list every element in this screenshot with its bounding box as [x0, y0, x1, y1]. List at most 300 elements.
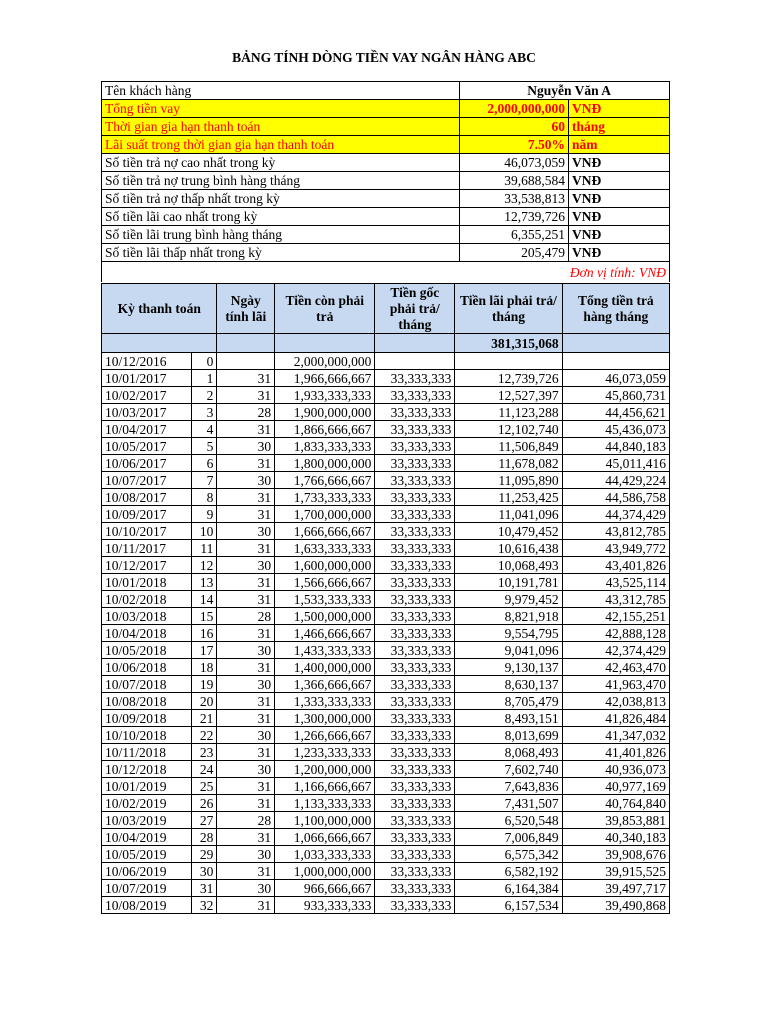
- period-number: 20: [192, 693, 217, 710]
- remaining-balance: 1,633,333,333: [275, 540, 375, 557]
- summary-unit: VNĐ: [568, 244, 669, 262]
- table-row: [102, 438, 670, 455]
- summary-value: 205,479: [459, 244, 568, 262]
- summary-row: [102, 244, 670, 262]
- summary-value: 7.50%: [459, 136, 568, 154]
- summary-unit: VNĐ: [568, 100, 669, 118]
- interest-payment: 9,130,137: [455, 659, 562, 676]
- remaining-balance: 1,500,000,000: [275, 608, 375, 625]
- table-row: [102, 897, 670, 914]
- remaining-balance: 1,366,666,667: [275, 676, 375, 693]
- summary-row: [102, 190, 670, 208]
- interest-days: 31: [217, 795, 275, 812]
- remaining-balance: 1,200,000,000: [275, 761, 375, 778]
- interest-payment: 11,678,082: [455, 455, 562, 472]
- summary-row: [102, 172, 670, 190]
- total-payment: 41,963,470: [562, 676, 669, 693]
- period-number: 18: [192, 659, 217, 676]
- interest-days: 31: [217, 506, 275, 523]
- remaining-balance: 1,533,333,333: [275, 591, 375, 608]
- interest-days: 31: [217, 778, 275, 795]
- payment-date: 10/10/2018: [102, 727, 192, 744]
- col-header-period: Kỳ thanh toán: [102, 284, 217, 334]
- total-payment: 44,374,429: [562, 506, 669, 523]
- payment-date: 10/05/2018: [102, 642, 192, 659]
- table-row: [102, 693, 670, 710]
- interest-days: 28: [217, 404, 275, 421]
- remaining-balance: 1,333,333,333: [275, 693, 375, 710]
- interest-payment: [455, 353, 562, 370]
- principal-payment: 33,333,333: [375, 778, 455, 795]
- interest-days: 31: [217, 489, 275, 506]
- total-payment: 45,436,073: [562, 421, 669, 438]
- interest-payment: 10,191,781: [455, 574, 562, 591]
- payment-date: 10/10/2017: [102, 523, 192, 540]
- principal-payment: 33,333,333: [375, 880, 455, 897]
- interest-payment: 9,979,452: [455, 591, 562, 608]
- summary-value: 6,355,251: [459, 226, 568, 244]
- principal-payment: 33,333,333: [375, 387, 455, 404]
- table-row: [102, 727, 670, 744]
- table-row: [102, 625, 670, 642]
- principal-payment: 33,333,333: [375, 574, 455, 591]
- period-number: 11: [192, 540, 217, 557]
- total-payment: [562, 353, 669, 370]
- remaining-balance: 1,966,666,667: [275, 370, 375, 387]
- table-row: [102, 608, 670, 625]
- period-number: 9: [192, 506, 217, 523]
- table-row: [102, 846, 670, 863]
- payment-date: 10/04/2019: [102, 829, 192, 846]
- period-number: 3: [192, 404, 217, 421]
- interest-payment: 8,013,699: [455, 727, 562, 744]
- total-payment: 41,826,484: [562, 710, 669, 727]
- period-number: 23: [192, 744, 217, 761]
- total-payment: 40,340,183: [562, 829, 669, 846]
- summary-value: 33,538,813: [459, 190, 568, 208]
- remaining-balance: 933,333,333: [275, 897, 375, 914]
- principal-payment: 33,333,333: [375, 625, 455, 642]
- table-row: [102, 387, 670, 404]
- interest-days: 30: [217, 846, 275, 863]
- payment-date: 10/05/2017: [102, 438, 192, 455]
- principal-payment: 33,333,333: [375, 710, 455, 727]
- period-number: 15: [192, 608, 217, 625]
- remaining-balance: 1,900,000,000: [275, 404, 375, 421]
- summary-row: [102, 82, 670, 100]
- total-payment: 42,155,251: [562, 608, 669, 625]
- summary-unit: tháng: [568, 118, 669, 136]
- table-row: [102, 455, 670, 472]
- remaining-balance: 1,866,666,667: [275, 421, 375, 438]
- principal-payment: 33,333,333: [375, 523, 455, 540]
- payment-date: 10/01/2017: [102, 370, 192, 387]
- interest-days: 31: [217, 710, 275, 727]
- table-row: [102, 778, 670, 795]
- principal-payment: 33,333,333: [375, 591, 455, 608]
- period-number: 4: [192, 421, 217, 438]
- payment-date: 10/07/2018: [102, 676, 192, 693]
- interest-days: 31: [217, 863, 275, 880]
- remaining-balance: 1,800,000,000: [275, 455, 375, 472]
- interest-days: 31: [217, 591, 275, 608]
- payment-date: 10/12/2018: [102, 761, 192, 778]
- period-number: 16: [192, 625, 217, 642]
- interest-days: 31: [217, 693, 275, 710]
- principal-payment: 33,333,333: [375, 897, 455, 914]
- period-number: 25: [192, 778, 217, 795]
- payment-date: 10/03/2017: [102, 404, 192, 421]
- interest-payment: 12,102,740: [455, 421, 562, 438]
- interest-days: 31: [217, 659, 275, 676]
- remaining-balance: 1,100,000,000: [275, 812, 375, 829]
- period-number: 32: [192, 897, 217, 914]
- total-payment: 41,347,032: [562, 727, 669, 744]
- total-payment: 44,586,758: [562, 489, 669, 506]
- summary-label: Số tiền trả nợ thấp nhất trong kỳ: [102, 190, 460, 208]
- summary-value: 46,073,059: [459, 154, 568, 172]
- interest-payment: 7,006,849: [455, 829, 562, 846]
- total-payment: 41,401,826: [562, 744, 669, 761]
- remaining-balance: 1,566,666,667: [275, 574, 375, 591]
- payment-date: 10/03/2019: [102, 812, 192, 829]
- summary-label: Thời gian gia hạn thanh toán: [102, 118, 460, 136]
- principal-payment: 33,333,333: [375, 608, 455, 625]
- total-payment: 43,949,772: [562, 540, 669, 557]
- table-row: [102, 404, 670, 421]
- total-payment: 40,936,073: [562, 761, 669, 778]
- remaining-balance: 2,000,000,000: [275, 353, 375, 370]
- principal-payment: 33,333,333: [375, 761, 455, 778]
- interest-days: 31: [217, 421, 275, 438]
- payment-date: 10/07/2019: [102, 880, 192, 897]
- interest-payment: 8,821,918: [455, 608, 562, 625]
- principal-payment: 33,333,333: [375, 829, 455, 846]
- interest-days: [217, 353, 275, 370]
- period-number: 5: [192, 438, 217, 455]
- interest-days: 31: [217, 455, 275, 472]
- interest-payment: 11,123,288: [455, 404, 562, 421]
- principal-payment: 33,333,333: [375, 676, 455, 693]
- period-number: 8: [192, 489, 217, 506]
- interest-days: 30: [217, 880, 275, 897]
- period-number: 14: [192, 591, 217, 608]
- total-payment: 45,011,416: [562, 455, 669, 472]
- interest-days: 31: [217, 540, 275, 557]
- total-payment: 39,490,868: [562, 897, 669, 914]
- principal-payment: 33,333,333: [375, 489, 455, 506]
- interest-payment: 11,253,425: [455, 489, 562, 506]
- summary-label: Số tiền trả nợ cao nhất trong kỳ: [102, 154, 460, 172]
- table-row: [102, 591, 670, 608]
- summary-value: 60: [459, 118, 568, 136]
- table-row: [102, 761, 670, 778]
- interest-payment: 7,602,740: [455, 761, 562, 778]
- total-payment: 39,915,525: [562, 863, 669, 880]
- period-number: 13: [192, 574, 217, 591]
- table-row: [102, 676, 670, 693]
- summary-unit: VNĐ: [568, 226, 669, 244]
- principal-payment: 33,333,333: [375, 812, 455, 829]
- interest-payment: 6,582,192: [455, 863, 562, 880]
- interest-days: 30: [217, 761, 275, 778]
- principal-payment: 33,333,333: [375, 421, 455, 438]
- table-row: [102, 863, 670, 880]
- interest-days: 31: [217, 387, 275, 404]
- period-number: 27: [192, 812, 217, 829]
- principal-payment: 33,333,333: [375, 557, 455, 574]
- table-row: [102, 523, 670, 540]
- period-number: 24: [192, 761, 217, 778]
- period-number: 21: [192, 710, 217, 727]
- period-number: 10: [192, 523, 217, 540]
- payment-date: 10/09/2017: [102, 506, 192, 523]
- summary-unit: VNĐ: [568, 172, 669, 190]
- summary-row: [102, 154, 670, 172]
- remaining-balance: 1,400,000,000: [275, 659, 375, 676]
- remaining-balance: 1,933,333,333: [275, 387, 375, 404]
- interest-payment: 6,520,548: [455, 812, 562, 829]
- interest-days: 31: [217, 829, 275, 846]
- period-number: 28: [192, 829, 217, 846]
- payment-date: 10/06/2019: [102, 863, 192, 880]
- remaining-balance: 1,666,666,667: [275, 523, 375, 540]
- period-number: 26: [192, 795, 217, 812]
- total-payment: 42,888,128: [562, 625, 669, 642]
- interest-days: 30: [217, 676, 275, 693]
- summary-value: 12,739,726: [459, 208, 568, 226]
- interest-days: 30: [217, 727, 275, 744]
- remaining-balance: 1,266,666,667: [275, 727, 375, 744]
- principal-payment: 33,333,333: [375, 863, 455, 880]
- total-payment: 42,374,429: [562, 642, 669, 659]
- remaining-balance: 1,733,333,333: [275, 489, 375, 506]
- period-number: 22: [192, 727, 217, 744]
- interest-days: 31: [217, 744, 275, 761]
- principal-payment: 33,333,333: [375, 727, 455, 744]
- unit-note: Đơn vị tính: VNĐ: [102, 262, 670, 283]
- principal-payment: 33,333,333: [375, 370, 455, 387]
- interest-days: 31: [217, 574, 275, 591]
- table-row: [102, 506, 670, 523]
- table-row: [102, 574, 670, 591]
- payment-date: 10/01/2018: [102, 574, 192, 591]
- summary-unit: VNĐ: [568, 190, 669, 208]
- summary-label: Số tiền lãi cao nhất trong kỳ: [102, 208, 460, 226]
- payment-date: 10/11/2018: [102, 744, 192, 761]
- interest-days: 28: [217, 812, 275, 829]
- total-payment: 42,463,470: [562, 659, 669, 676]
- summary-row: [102, 118, 670, 136]
- interest-payment: 10,068,493: [455, 557, 562, 574]
- col-header-interest-days: Ngày tính lãi: [217, 284, 275, 334]
- interest-payment: 8,630,137: [455, 676, 562, 693]
- period-number: 19: [192, 676, 217, 693]
- payment-date: 10/02/2019: [102, 795, 192, 812]
- principal-payment: 33,333,333: [375, 472, 455, 489]
- table-row: [102, 489, 670, 506]
- interest-payment: 11,506,849: [455, 438, 562, 455]
- summary-row: [102, 226, 670, 244]
- payment-date: 10/08/2018: [102, 693, 192, 710]
- payment-date: 10/03/2018: [102, 608, 192, 625]
- table-row: [102, 353, 670, 370]
- total-payment: 44,429,224: [562, 472, 669, 489]
- total-row: [102, 334, 670, 353]
- table-row: [102, 829, 670, 846]
- interest-days: 31: [217, 370, 275, 387]
- interest-payment: 9,554,795: [455, 625, 562, 642]
- payment-schedule-table: [101, 283, 670, 914]
- summary-label: Số tiền lãi trung bình hàng tháng: [102, 226, 460, 244]
- interest-days: 30: [217, 472, 275, 489]
- table-row: [102, 812, 670, 829]
- interest-payment: 10,479,452: [455, 523, 562, 540]
- total-payment: 45,860,731: [562, 387, 669, 404]
- period-number: 7: [192, 472, 217, 489]
- principal-payment: 33,333,333: [375, 506, 455, 523]
- total-payment: 43,401,826: [562, 557, 669, 574]
- interest-payment: 6,575,342: [455, 846, 562, 863]
- payment-date: 10/01/2019: [102, 778, 192, 795]
- loan-summary-table: [101, 81, 670, 282]
- interest-payment: 12,527,397: [455, 387, 562, 404]
- summary-row: [102, 136, 670, 154]
- interest-days: 30: [217, 438, 275, 455]
- summary-value: 39,688,584: [459, 172, 568, 190]
- table-row: [102, 421, 670, 438]
- payment-date: 10/07/2017: [102, 472, 192, 489]
- interest-payment: 7,431,507: [455, 795, 562, 812]
- payment-date: 10/02/2017: [102, 387, 192, 404]
- principal-payment: 33,333,333: [375, 846, 455, 863]
- summary-row: [102, 100, 670, 118]
- col-header-total: Tổng tiền trả hàng tháng: [562, 284, 669, 334]
- remaining-balance: 1,433,333,333: [275, 642, 375, 659]
- total-payment: 40,764,840: [562, 795, 669, 812]
- interest-payment: 8,493,151: [455, 710, 562, 727]
- page-title: BẢNG TÍNH DÒNG TIỀN VAY NGÂN HÀNG ABC: [232, 50, 536, 65]
- summary-label: Tổng tiền vay: [102, 100, 460, 118]
- total-interest: 381,315,068: [455, 334, 562, 353]
- remaining-balance: 1,300,000,000: [275, 710, 375, 727]
- period-number: 2: [192, 387, 217, 404]
- interest-payment: 6,157,534: [455, 897, 562, 914]
- interest-payment: 11,095,890: [455, 472, 562, 489]
- interest-payment: 6,164,384: [455, 880, 562, 897]
- payment-date: 10/12/2016: [102, 353, 192, 370]
- summary-label: Tên khách hàng: [102, 82, 460, 100]
- interest-payment: 8,068,493: [455, 744, 562, 761]
- remaining-balance: 1,166,666,667: [275, 778, 375, 795]
- payment-date: 10/08/2019: [102, 897, 192, 914]
- payment-date: 10/04/2017: [102, 421, 192, 438]
- remaining-balance: 1,000,000,000: [275, 863, 375, 880]
- principal-payment: 33,333,333: [375, 455, 455, 472]
- interest-days: 30: [217, 523, 275, 540]
- summary-unit: VNĐ: [568, 154, 669, 172]
- remaining-balance: 1,766,666,667: [275, 472, 375, 489]
- principal-payment: 33,333,333: [375, 659, 455, 676]
- principal-payment: 33,333,333: [375, 438, 455, 455]
- payment-date: 10/06/2017: [102, 455, 192, 472]
- remaining-balance: 1,466,666,667: [275, 625, 375, 642]
- interest-payment: 11,041,096: [455, 506, 562, 523]
- payment-date: 10/02/2018: [102, 591, 192, 608]
- interest-days: 30: [217, 642, 275, 659]
- total-payment: 43,312,785: [562, 591, 669, 608]
- customer-name: Nguyễn Văn A: [459, 82, 669, 100]
- principal-payment: 33,333,333: [375, 540, 455, 557]
- principal-payment: 33,333,333: [375, 693, 455, 710]
- table-row: [102, 557, 670, 574]
- payment-date: 10/04/2018: [102, 625, 192, 642]
- period-number: 17: [192, 642, 217, 659]
- remaining-balance: 1,066,666,667: [275, 829, 375, 846]
- summary-unit: năm: [568, 136, 669, 154]
- total-payment: 39,908,676: [562, 846, 669, 863]
- table-row: [102, 880, 670, 897]
- principal-payment: [375, 353, 455, 370]
- total-payment: 46,073,059: [562, 370, 669, 387]
- remaining-balance: 966,666,667: [275, 880, 375, 897]
- col-header-interest: Tiền lãi phải trả/ tháng: [455, 284, 562, 334]
- remaining-balance: 1,833,333,333: [275, 438, 375, 455]
- total-payment: 43,525,114: [562, 574, 669, 591]
- total-payment: 43,812,785: [562, 523, 669, 540]
- col-header-remaining: Tiền còn phải trả: [275, 284, 375, 334]
- interest-payment: 10,616,438: [455, 540, 562, 557]
- period-number: 12: [192, 557, 217, 574]
- interest-days: 30: [217, 557, 275, 574]
- table-row: [102, 795, 670, 812]
- principal-payment: 33,333,333: [375, 795, 455, 812]
- remaining-balance: 1,600,000,000: [275, 557, 375, 574]
- period-number: 0: [192, 353, 217, 370]
- summary-label: Số tiền trả nợ trung bình hàng tháng: [102, 172, 460, 190]
- period-number: 1: [192, 370, 217, 387]
- remaining-balance: 1,133,333,333: [275, 795, 375, 812]
- remaining-balance: 1,700,000,000: [275, 506, 375, 523]
- table-row: [102, 744, 670, 761]
- total-payment: 39,853,881: [562, 812, 669, 829]
- summary-value: 2,000,000,000: [459, 100, 568, 118]
- payment-date: 10/09/2018: [102, 710, 192, 727]
- interest-payment: 7,643,836: [455, 778, 562, 795]
- summary-row: [102, 208, 670, 226]
- interest-days: 31: [217, 897, 275, 914]
- period-number: 30: [192, 863, 217, 880]
- principal-payment: 33,333,333: [375, 404, 455, 421]
- summary-label: Số tiền lãi thấp nhất trong kỳ: [102, 244, 460, 262]
- interest-payment: 12,739,726: [455, 370, 562, 387]
- payment-date: 10/12/2017: [102, 557, 192, 574]
- table-row: [102, 370, 670, 387]
- col-header-principal: Tiền gốc phải trả/ tháng: [375, 284, 455, 334]
- interest-days: 28: [217, 608, 275, 625]
- total-payment: 44,840,183: [562, 438, 669, 455]
- table-row: [102, 540, 670, 557]
- table-row: [102, 659, 670, 676]
- period-number: 31: [192, 880, 217, 897]
- period-number: 29: [192, 846, 217, 863]
- summary-label: Lãi suất trong thời gian gia hạn thanh toán: [102, 136, 460, 154]
- total-payment: 39,497,717: [562, 880, 669, 897]
- table-row: [102, 710, 670, 727]
- table-row: [102, 472, 670, 489]
- principal-payment: 33,333,333: [375, 744, 455, 761]
- total-payment: 44,456,621: [562, 404, 669, 421]
